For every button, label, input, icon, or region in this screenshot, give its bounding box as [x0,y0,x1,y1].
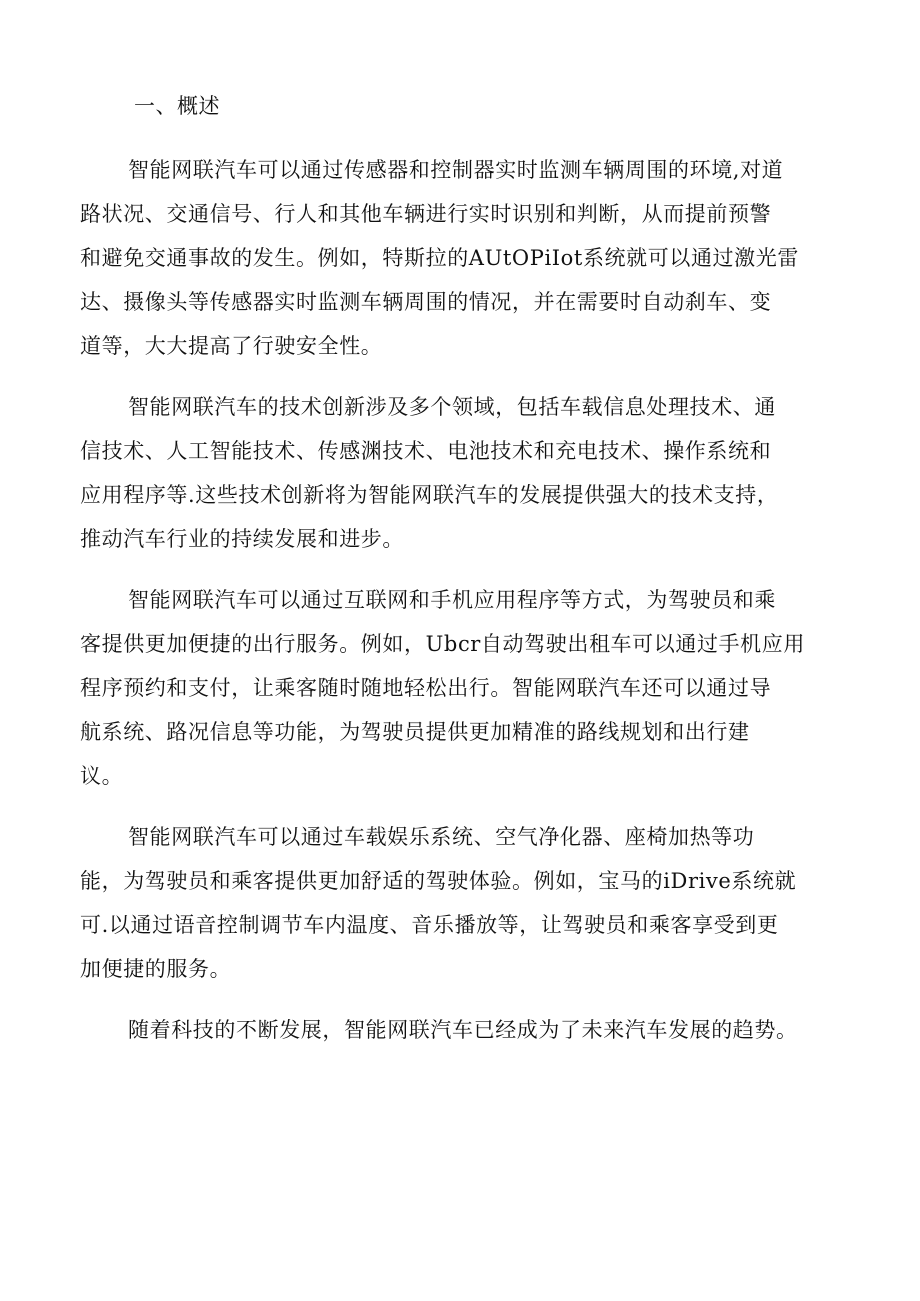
paragraph-line: 议。 [80,764,124,788]
paragraph-line: 加便捷的服务。 [80,957,232,981]
paragraph-line: 推动汽车行业的持续发展和进步。 [80,527,404,551]
paragraph-line: 客提供更加便捷的出行服务。例如，Ubcr自动驾驶出租车可以通过手机应用 [80,632,805,656]
paragraph-line: 程序预约和支付，让乘客随时随地轻松出行。智能网联汽车还可以通过导 [80,676,772,700]
paragraph-travel-services [80,578,840,798]
paragraph-line: 智能网联汽车可以通过车载娱乐系统、空气净化器、座椅加热等功 [128,825,755,849]
paragraph-comfort [80,815,840,991]
paragraph-trend [80,1008,840,1052]
paragraph-line: 智能网联汽车可以通过互联网和手机应用程序等方式，为驾驶员和乘 [128,588,776,612]
paragraph-line: 和避免交通事故的发生。例如，特斯拉的AUtOPiIot系统就可以通过激光雷 [80,246,799,270]
paragraph-line: 智能网联汽车的技术创新涉及多个领域，包括车载信息处理技术、通 [128,395,776,419]
paragraph-line: 道等，大大提高了行驶安全性。 [80,334,383,358]
section-heading: 一、概述 [134,94,220,118]
paragraph-line: 路状况、交通信号、行人和其他车辆进行实时识别和判断，从而提前预警 [80,202,772,226]
paragraph-line: 信技术、人工智能技术、传感渊技术、电池技术和充电技术、操作系统和 [80,439,772,463]
paragraph-line: 智能网联汽车可以通过传感器和控制器实时监测车辆周围的环境,对道 [128,158,784,182]
paragraph-line: 应用程序等.这些技术创新将为智能网联汽车的发展提供强大的技术支持， [80,483,779,507]
paragraph-line: 能，为驾驶员和乘客提供更加舒适的驾驶体验。例如，宝马的iDrive系统就 [80,869,797,893]
paragraph-technology [80,385,840,561]
paragraph-safety [80,148,840,368]
paragraph-line: 可.以通过语音控制调节车内温度、音乐播放等，让驾驶员和乘客享受到更 [80,913,779,937]
paragraph-line: 达、摄像头等传感器实时监测车辆周围的情况，并在需要时自动刹车、变 [80,290,772,314]
paragraph-line: 随着科技的不断发展，智能网联汽车已经成为了未来汽车发展的趋势。 [128,1018,798,1042]
paragraph-line: 航系统、路况信息等功能，为驾驶员提供更加精准的路线规划和出行建 [80,720,750,744]
